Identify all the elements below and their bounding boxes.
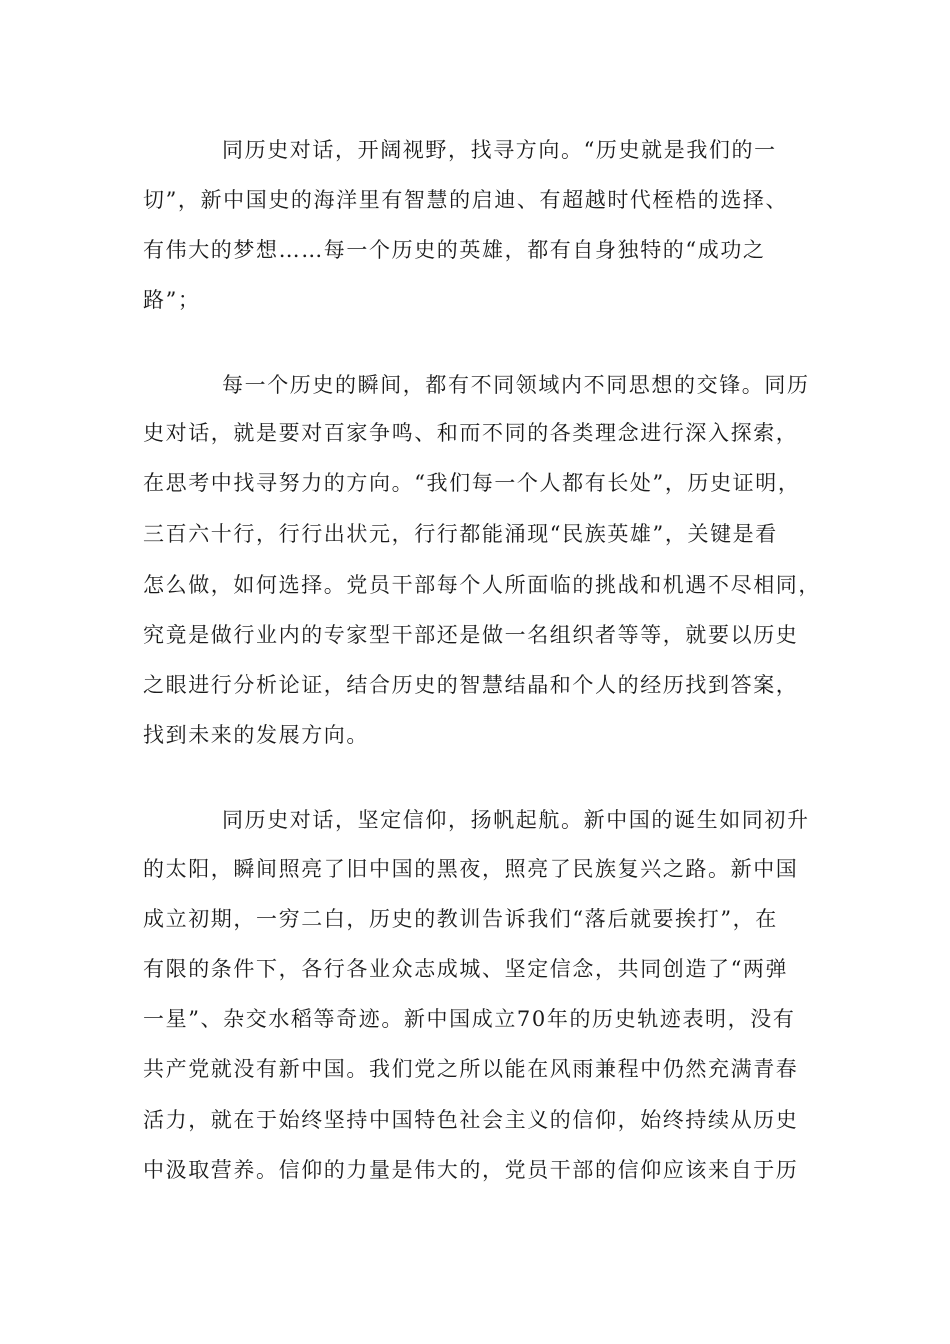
text-line: 成立初期，一穷二白，历史的教训告诉我们“落后就要挨打”，在	[143, 907, 778, 931]
text-line: 同历史对话，坚定信仰，扬帆起航。新中国的诞生如同初升	[222, 808, 810, 832]
text-line: 有伟大的梦想……每一个历史的英雄，都有自身独特的“成功之	[143, 238, 766, 262]
text-line: 之眼进行分析论证，结合历史的智慧结晶和个人的经历找到答案，	[143, 673, 799, 697]
text-line: 在思考中找寻努力的方向。“我们每一个人都有长处”，历史证明，	[143, 471, 801, 495]
text-line: 怎么做，如何选择。党员干部每个人所面临的挑战和机遇不尽相同，	[143, 573, 821, 597]
text-line: 的太阳，瞬间照亮了旧中国的黑夜，照亮了民族复兴之路。新中国	[143, 857, 799, 881]
text-line: 一星”、杂交水稻等奇迹。新中国成立70年的历史轨迹表明，没有	[143, 1007, 796, 1031]
text-line: 究竟是做行业内的专家型干部还是做一名组织者等等，就要以历史	[143, 623, 799, 647]
text-line: 路”；	[143, 288, 201, 312]
text-line: 同历史对话，开阔视野，找寻方向。“历史就是我们的一	[222, 138, 777, 162]
text-line: 活力，就在于始终坚持中国特色社会主义的信仰，始终持续从历史	[143, 1108, 799, 1132]
text-line: 共产党就没有新中国。我们党之所以能在风雨兼程中仍然充满青春	[143, 1057, 799, 1081]
text-line: 三百六十行，行行出状元，行行都能涌现“民族英雄”，关键是看	[143, 522, 778, 546]
text-line: 每一个历史的瞬间，都有不同领域内不同思想的交锋。同历	[222, 373, 810, 397]
text-line: 有限的条件下，各行各业众志成城、坚定信念，共同创造了“两弹	[143, 957, 789, 981]
text-line: 找到未来的发展方向。	[143, 723, 369, 747]
text-line: 中汲取营养。信仰的力量是伟大的，党员干部的信仰应该来自于历	[143, 1158, 799, 1182]
text-line: 切”，新中国史的海洋里有智慧的启迪、有超越时代桎梏的选择、	[143, 188, 789, 212]
text-line: 史对话，就是要对百家争鸣、和而不同的各类理念进行深入探索，	[143, 421, 799, 445]
